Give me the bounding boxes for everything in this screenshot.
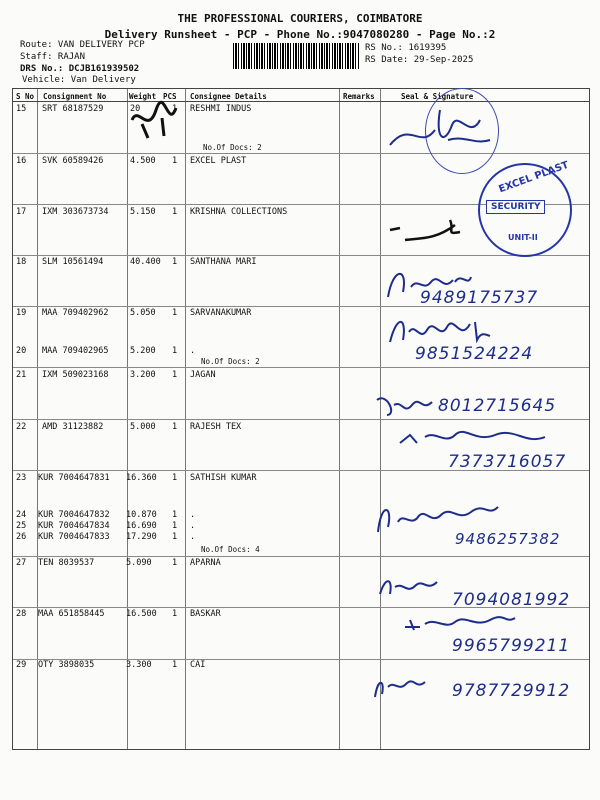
header-remarks: Remarks — [343, 92, 375, 101]
header-weight: Weight — [129, 92, 157, 101]
row-rule — [13, 556, 589, 557]
row-15-consignee: RESHMI INDUS — [190, 104, 252, 114]
row-29-consignee: CAI — [190, 660, 206, 670]
row-19-consignee: SARVANAKUMAR — [190, 308, 252, 318]
row-22-weight: 5.000 — [130, 422, 156, 432]
row-29-consignment: OTY 3898035 — [38, 660, 95, 670]
phone-row-18: 9489175737 — [420, 288, 539, 308]
phone-row-21: 8012715645 — [438, 396, 557, 416]
row-28-consignee: BASKAR — [190, 609, 221, 619]
row-23-weight: 16.360 — [126, 473, 157, 483]
row-17-sno: 17 — [16, 207, 27, 217]
phone-row-28: 9965799211 — [452, 636, 571, 656]
row-28-consignment: MAA 651858445 — [38, 609, 105, 619]
rs-number: RS No.: 1619395 — [365, 43, 447, 53]
header-consignee: Consignee Details — [190, 92, 267, 101]
row-24-sno: 24 — [16, 510, 27, 520]
row-26-weight: 17.290 — [126, 532, 157, 542]
row-16-consignment: SVK 60589426 — [42, 156, 104, 166]
row-16-consignee: EXCEL PLAST — [190, 156, 247, 166]
row-15-consignment: SRT 68187529 — [42, 104, 104, 114]
stamp-band-text: SECURITY — [486, 200, 545, 214]
header-consignment: Consignment No — [43, 92, 107, 101]
row-22-sno: 22 — [16, 422, 27, 432]
signature-row-22 — [395, 425, 555, 449]
row-27-sno: 27 — [16, 558, 27, 568]
row-25-pcs: 1 — [172, 521, 178, 531]
row-19-sno: 19 — [16, 308, 27, 318]
row-18-consignee: SANTHANA MARI — [190, 257, 257, 267]
row-15-pcs: 1 — [172, 104, 178, 114]
row-20-consignment: MAA 709402965 — [42, 346, 109, 356]
row-26-pcs: 1 — [172, 532, 178, 542]
row-17-consignee: KRISHNA COLLECTIONS — [190, 207, 288, 217]
row-26-sno: 26 — [16, 532, 27, 542]
header-pcs: PCS — [163, 92, 177, 101]
row-21-consignee: JAGAN — [190, 370, 216, 380]
row-27-consignee: APARNA — [190, 558, 221, 568]
phone-row-29: 9787729912 — [452, 681, 571, 701]
row-26-docs: No.Of Docs: 4 — [201, 545, 260, 554]
signature-row-15 — [380, 100, 500, 160]
row-18-pcs: 1 — [172, 257, 178, 267]
row-22-consignment: AMD 31123882 — [42, 422, 104, 432]
row-25-sno: 25 — [16, 521, 27, 531]
row-29-weight: 3.300 — [126, 660, 152, 670]
row-26-consignment: KUR 7004647833 — [38, 532, 110, 542]
phone-row-27: 7094081992 — [452, 590, 571, 610]
row-23-sno: 23 — [16, 473, 27, 483]
row-15-weight: 20 — [130, 104, 141, 114]
row-16-sno: 16 — [16, 156, 27, 166]
phone-row-20: 9851524224 — [415, 344, 534, 364]
header-signature: Seal & Signature — [401, 92, 474, 101]
row-27-pcs: 1 — [172, 558, 178, 568]
phone-row-26: 9486257382 — [455, 530, 561, 548]
rs-date: RS Date: 29-Sep-2025 — [365, 55, 474, 65]
row-20-pcs: 1 — [172, 346, 178, 356]
row-28-pcs: 1 — [172, 609, 178, 619]
row-rule — [13, 659, 589, 660]
header-sno: S No — [16, 92, 35, 101]
row-27-weight: 5.090 — [126, 558, 152, 568]
row-23-consignee: SATHISH KUMAR — [190, 473, 257, 483]
row-21-pcs: 1 — [172, 370, 178, 380]
signature-row-20 — [385, 312, 495, 346]
row-21-sno: 21 — [16, 370, 27, 380]
row-29-sno: 29 — [16, 660, 27, 670]
signature-row-28 — [400, 612, 520, 634]
row-17-weight: 5.150 — [130, 207, 156, 217]
row-24-consignee: . — [190, 510, 196, 520]
row-28-sno: 28 — [16, 609, 27, 619]
row-24-weight: 10.870 — [126, 510, 157, 520]
row-17-pcs: 1 — [172, 207, 178, 217]
row-20-docs: No.Of Docs: 2 — [201, 357, 260, 366]
ink-scribble — [128, 100, 190, 142]
row-15-sno: 15 — [16, 104, 27, 114]
row-23-pcs: 1 — [172, 473, 178, 483]
row-24-consignment: KUR 7004647832 — [38, 510, 110, 520]
route-label: Route: VAN DELIVERY PCP — [20, 40, 145, 50]
row-rule — [13, 153, 589, 154]
phone-row-22: 7373716057 — [448, 452, 567, 472]
row-21-weight: 3.200 — [130, 370, 156, 380]
row-25-weight: 16.690 — [126, 521, 157, 531]
row-20-consignee: . — [190, 346, 196, 356]
stamp-top-text: EXCEL PLAST — [497, 159, 571, 196]
stamp-bottom-text: UNIT-II — [508, 233, 538, 242]
row-17-consignment: IXM 303673734 — [42, 207, 109, 217]
row-21-consignment: IXM 509023168 — [42, 370, 109, 380]
signature-row-29 — [370, 672, 430, 700]
row-19-consignment: MAA 709402962 — [42, 308, 109, 318]
drs-label: DRS No.: DCJB161939502 — [20, 64, 140, 74]
row-28-weight: 16.500 — [126, 609, 157, 619]
row-18-consignment: SLM 10561494 — [42, 257, 104, 267]
row-25-consignee: . — [190, 521, 196, 531]
row-19-pcs: 1 — [172, 308, 178, 318]
row-22-pcs: 1 — [172, 422, 178, 432]
row-16-weight: 4.500 — [130, 156, 156, 166]
signature-row-17 — [385, 210, 475, 250]
row-29-pcs: 1 — [172, 660, 178, 670]
row-rule — [13, 255, 589, 256]
row-18-sno: 18 — [16, 257, 27, 267]
row-22-consignee: RAJESH TEX — [190, 422, 242, 432]
row-18-weight: 40.400 — [130, 257, 161, 267]
row-20-weight: 5.200 — [130, 346, 156, 356]
row-16-pcs: 1 — [172, 156, 178, 166]
signature-row-21 — [372, 390, 442, 420]
runsheet-subtitle: Delivery Runsheet - PCP - Phone No.:9047080280 - Page No.:2 — [104, 28, 496, 41]
row-rule — [13, 419, 589, 420]
row-19-weight: 5.050 — [130, 308, 156, 318]
company-title: THE PROFESSIONAL COURIERS, COIMBATORE — [177, 12, 423, 25]
row-rule — [13, 367, 589, 368]
staff-label: Staff: RAJAN — [20, 52, 86, 62]
row-23-consignment: KUR 7004647831 — [38, 473, 110, 483]
row-20-sno: 20 — [16, 346, 27, 356]
row-27-consignment: TEN 8039537 — [38, 558, 95, 568]
row-25-consignment: KUR 7004647834 — [38, 521, 110, 531]
signature-row-27 — [375, 572, 445, 598]
row-26-consignee: . — [190, 532, 196, 542]
vehicle-label: Vehicle: Van Delivery — [22, 75, 136, 85]
row-24-pcs: 1 — [172, 510, 178, 520]
barcode — [233, 43, 360, 69]
header-rule — [13, 101, 589, 102]
row-15-docs: No.Of Docs: 2 — [203, 143, 262, 152]
